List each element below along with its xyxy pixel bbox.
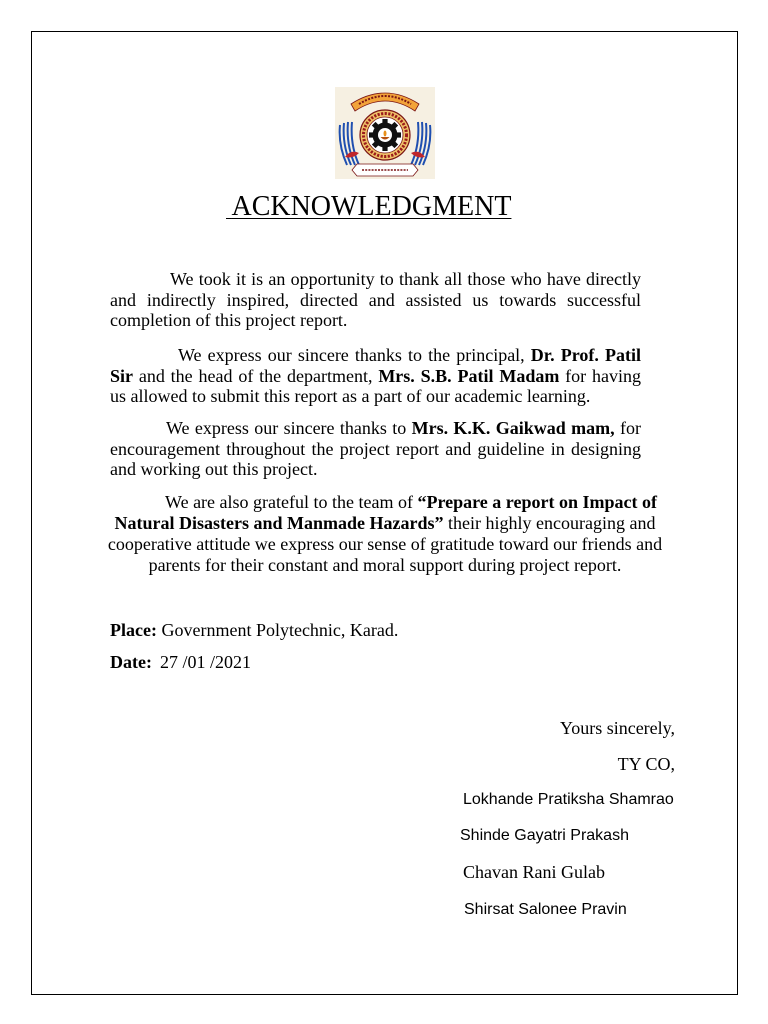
paragraph-2-text: for having us allowed to submit this report as a part of our academic learning. [110, 365, 641, 407]
place-line [110, 620, 398, 641]
gear-icon [369, 119, 401, 151]
institute-emblem-icon [335, 87, 435, 179]
paragraph-1 [110, 269, 641, 331]
place-value: Government Polytechnic, Karad. [161, 620, 399, 640]
closing-salutation: Yours sincerely, [560, 718, 675, 738]
paragraph-4-text: We are also grateful to the team of [165, 492, 418, 512]
date-label: Date: [110, 652, 152, 672]
student-name: Shinde Gayatri Prakash [460, 827, 629, 844]
student-name: Lokhande Pratiksha Shamrao [463, 791, 674, 808]
paragraph-2-text: and the head of the department, [133, 365, 379, 386]
paragraph-3-text: We express our sincere thanks to [166, 418, 412, 438]
paragraph-4 [104, 492, 666, 576]
paragraph-2 [110, 345, 641, 407]
place-label: Place: [110, 620, 157, 640]
date-value: 27 /01 /2021 [159, 652, 251, 672]
student-name: Chavan Rani Gulab [463, 862, 605, 882]
student-name: Shirsat Salonee Pravin [464, 901, 627, 918]
title-text: ACKNOWLEDGMENT [231, 191, 512, 222]
paragraph-3-text: for encouragement throughout the project report and guideline in designing and working out this project. [110, 418, 641, 480]
principal-name: Dr. Prof. Patil Sir [110, 345, 641, 386]
page-title [226, 191, 511, 223]
paragraph-3 [110, 418, 641, 480]
project-title: “Prepare a report on Impact of Natural Disasters and Manmade Hazards” [114, 492, 657, 533]
flame-icon [384, 131, 387, 137]
class-name: TY CO, [617, 754, 675, 774]
guide-name: Mrs. K.K. Gaikwad mam, [411, 418, 615, 438]
date-line [110, 652, 251, 673]
paragraph-2-text: We express our sincere thanks to the principal, [178, 345, 531, 365]
paragraph-4-text: their highly encouraging and cooperative attitude we express our sense of gratitude toward our friends and parents for their constant and moral support during project report. [107, 513, 663, 575]
hod-name: Mrs. S.B. Patil Madam [378, 365, 560, 386]
paragraph-1-text: We took it is an opportunity to thank all those who have directly and indirectly inspired, directed and assisted us towards successful completion of this project report. [110, 269, 641, 331]
